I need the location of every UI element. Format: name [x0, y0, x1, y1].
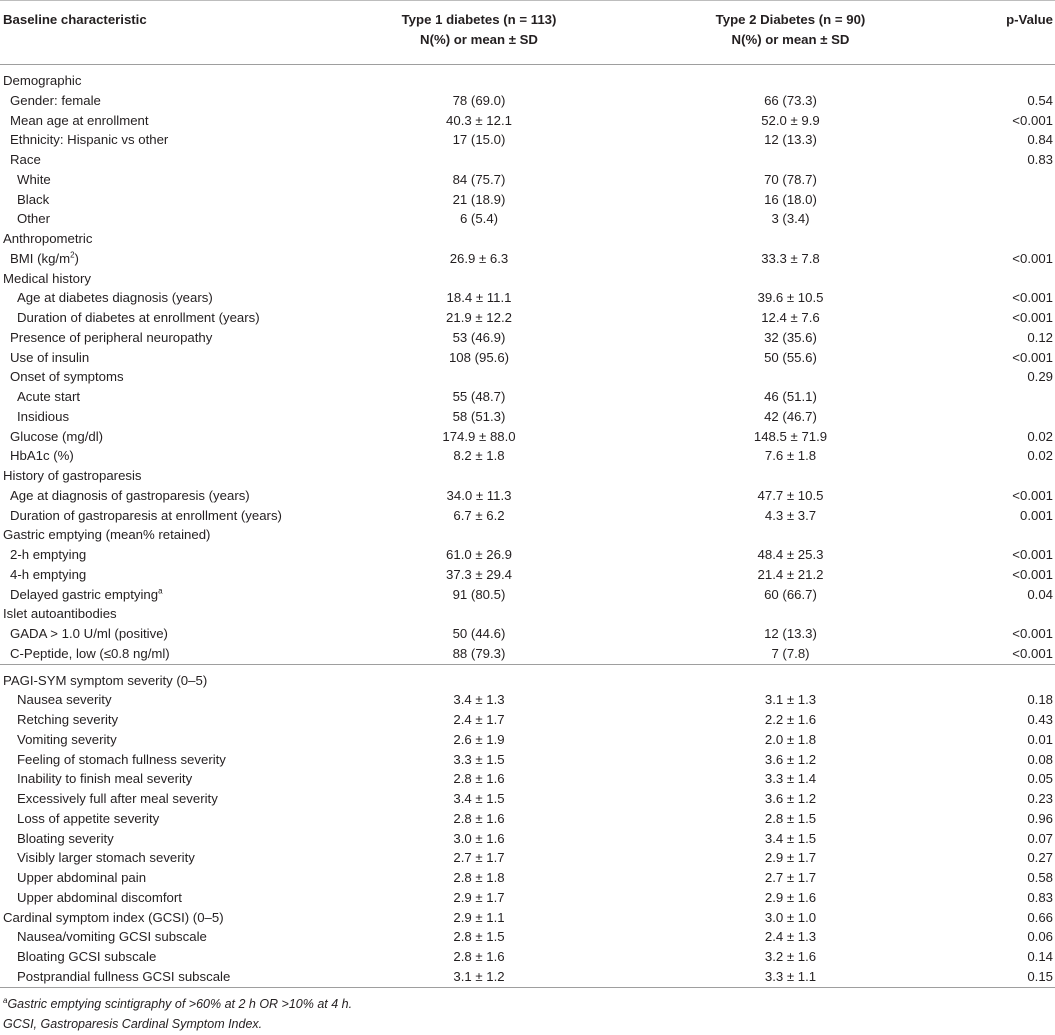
- p-value: [953, 671, 1055, 691]
- row-label: [0, 427, 330, 447]
- table-row: [0, 91, 1055, 111]
- table-row: [0, 769, 1055, 789]
- table-body: [0, 65, 1055, 988]
- p-value: <0.001: [1012, 487, 1053, 503]
- footnote-gcsi: GCSI, Gastroparesis Cardinal Symptom Index.: [3, 1016, 263, 1031]
- table-header-row: [0, 1, 1055, 65]
- type1-value: 2.8 ± 1.6: [453, 771, 505, 787]
- type2-value: 60 (66.7): [764, 586, 817, 602]
- table-row: [0, 170, 1055, 190]
- p-value: 0.43: [1027, 712, 1053, 727]
- type1-value: 108 (95.6): [448, 349, 510, 365]
- table-row: [0, 446, 1055, 466]
- row-label-text: Upper abdominal discomfort: [17, 889, 182, 905]
- footnote-a-marker: a: [3, 995, 8, 1005]
- row-label-text: C-Peptide, low (≤0.8 ng/ml): [10, 645, 170, 661]
- table-row: [0, 967, 1055, 987]
- type2-value: 3.4 ± 1.5: [764, 830, 817, 846]
- row-label: [0, 730, 330, 750]
- type2-value: 3.0 ± 1.0: [764, 909, 817, 925]
- row-label: [0, 190, 330, 210]
- table-row: [0, 150, 1055, 170]
- type1-value: 3.0 ± 1.6: [453, 830, 505, 846]
- table-row: [0, 209, 1055, 229]
- type1-value: 40.3 ± 12.1: [446, 112, 512, 128]
- row-label-text: Cardinal symptom index (GCSI) (0–5): [3, 909, 224, 925]
- row-label-text: Islet autoantibodies: [3, 606, 117, 622]
- type1-value: [330, 671, 628, 691]
- p-value: 0.66: [1027, 909, 1053, 925]
- table-row: [0, 789, 1055, 809]
- row-label: [0, 91, 330, 111]
- type2-value: 7.6 ± 1.8: [764, 448, 817, 464]
- row-label: [0, 545, 330, 565]
- table-row: [0, 269, 1055, 289]
- type1-value: 34.0 ± 11.3: [446, 487, 512, 503]
- row-label-text: Feeling of stomach fullness severity: [17, 751, 226, 767]
- type2-value: [628, 525, 953, 545]
- p-value: 0.01: [1027, 731, 1053, 747]
- row-label: [0, 288, 330, 308]
- type1-value: 53 (46.9): [452, 329, 506, 345]
- p-value: 0.05: [1027, 771, 1053, 787]
- p-value: <0.001: [1012, 310, 1053, 325]
- p-value: [953, 387, 1055, 407]
- type1-value: 21.9 ± 12.2: [446, 310, 512, 325]
- row-label-text: Nausea severity: [17, 692, 112, 708]
- row-label-text: Visibly larger stomach severity: [17, 850, 195, 866]
- row-label: [0, 908, 330, 928]
- type2-value: 3.6 ± 1.2: [764, 751, 817, 767]
- row-label-text: Retching severity: [17, 712, 119, 727]
- header-baseline-characteristic: Baseline characteristic: [0, 1, 330, 65]
- row-label: [0, 308, 330, 328]
- row-label-text: Medical history: [3, 270, 91, 286]
- p-value: 0.96: [1027, 810, 1053, 826]
- type2-value: [628, 466, 953, 486]
- table-row: [0, 908, 1055, 928]
- row-label: [0, 947, 330, 967]
- row-label: [0, 769, 330, 789]
- row-label-text: Onset of symptoms: [10, 369, 124, 385]
- type2-value: 2.9 ± 1.7: [764, 850, 817, 866]
- table-row: [0, 466, 1055, 486]
- row-label-text: Mean age at enrollment: [10, 112, 149, 128]
- p-value: 0.12: [1027, 329, 1053, 345]
- p-value: [953, 209, 1055, 229]
- row-label-text: Other: [17, 211, 50, 227]
- table-row: [0, 249, 1055, 269]
- row-label: [0, 130, 330, 150]
- type2-value: 2.4 ± 1.3: [764, 929, 817, 945]
- table-row: [0, 387, 1055, 407]
- type1-value: 2.8 ± 1.8: [453, 870, 505, 885]
- type1-value: 17 (15.0): [452, 132, 506, 148]
- table-row: [0, 229, 1055, 249]
- footnote-a-text: Gastric emptying scintigraphy of >60% at 2 h OR >10% at 4 h.: [7, 996, 353, 1011]
- p-value: 0.83: [1027, 889, 1053, 905]
- type1-value: [330, 229, 628, 249]
- type2-value: 7 (7.8): [628, 644, 953, 664]
- p-value: [953, 604, 1055, 624]
- type1-value: 61.0 ± 26.9: [446, 547, 512, 562]
- row-label-text: Loss of appetite severity: [17, 810, 160, 826]
- row-label-text: Bloating severity: [17, 830, 114, 846]
- table-row: [0, 407, 1055, 427]
- table-row: [0, 308, 1055, 328]
- row-label: [0, 690, 330, 710]
- table-row: [0, 809, 1055, 829]
- row-label-text: Upper abdominal pain: [17, 870, 147, 885]
- header-type1-line1: Type 1 diabetes (n = 113): [401, 12, 557, 27]
- row-label-text: Glucose (mg/dl): [10, 428, 104, 444]
- row-label-text: Duration of diabetes at enrollment (years): [17, 310, 260, 325]
- row-label-text: Postprandial fullness GCSI subscale: [17, 968, 231, 984]
- row-label: [0, 750, 330, 770]
- row-label: [0, 229, 330, 249]
- type2-value: 70 (78.7): [764, 171, 817, 187]
- row-label: [0, 249, 330, 269]
- row-label: [0, 446, 330, 466]
- type2-value: 3.6 ± 1.2: [764, 791, 817, 806]
- p-value: 0.83: [1027, 152, 1053, 167]
- type2-value: 12 (13.3): [764, 132, 817, 148]
- row-label-text: Insidious: [17, 408, 70, 424]
- type2-value: 2.7 ± 1.7: [764, 870, 817, 885]
- type2-value: [628, 367, 953, 387]
- p-value: 0.54: [1027, 92, 1053, 108]
- table-row: [0, 190, 1055, 210]
- row-label: [0, 809, 330, 829]
- row-label: [0, 644, 330, 664]
- type1-value: 2.9 ± 1.1: [453, 909, 505, 925]
- type2-value: 4.3 ± 3.7: [764, 507, 817, 523]
- p-value: 0.14: [1027, 949, 1053, 964]
- table-row: [0, 888, 1055, 908]
- type2-value: 3.1 ± 1.3: [764, 692, 817, 708]
- type2-value: [628, 269, 953, 289]
- type1-value: [330, 466, 628, 486]
- row-label: [0, 111, 330, 131]
- row-label-text: White: [17, 171, 51, 187]
- p-value: [953, 407, 1055, 427]
- type1-value: [330, 71, 628, 91]
- table-row: [0, 848, 1055, 868]
- table-row: [0, 868, 1055, 888]
- type1-value: 2.7 ± 1.7: [453, 850, 505, 866]
- p-value: 0.04: [1027, 586, 1053, 602]
- type1-value: 2.8 ± 1.5: [453, 929, 505, 945]
- row-label-text: Vomiting severity: [17, 731, 117, 747]
- type2-value: [628, 150, 953, 170]
- row-label: [0, 565, 330, 585]
- p-value: <0.001: [1012, 112, 1053, 128]
- p-value: [953, 170, 1055, 190]
- row-label: [0, 348, 330, 368]
- p-value: <0.001: [1012, 626, 1053, 641]
- type1-value: 18.4 ± 11.1: [446, 290, 512, 306]
- row-label-text: Race: [10, 152, 41, 167]
- type1-value: 55 (48.7): [452, 389, 506, 404]
- row-label-text: PAGI-SYM symptom severity (0–5): [3, 672, 208, 688]
- table-row: [0, 750, 1055, 770]
- p-value: 0.84: [1027, 132, 1053, 148]
- p-value: 0.15: [953, 967, 1055, 987]
- type2-value: 46 (51.1): [764, 389, 817, 404]
- header-type2-line2: N(%) or mean ± SD: [731, 32, 850, 47]
- table-row: [0, 71, 1055, 91]
- table-row: [0, 947, 1055, 967]
- p-value: <0.001: [1012, 566, 1053, 582]
- row-label-text: Duration of gastroparesis at enrollment (years): [10, 507, 282, 523]
- row-label-text: Gender: female: [10, 92, 101, 108]
- table-row: [0, 604, 1055, 624]
- type2-value: 50 (55.6): [764, 349, 817, 365]
- footnote-a: [3, 994, 1055, 1014]
- table-row: [0, 730, 1055, 750]
- header-type1: [330, 1, 628, 65]
- row-label: [0, 525, 330, 545]
- row-label-end: ): [74, 250, 79, 266]
- row-label: [0, 967, 330, 987]
- row-label: [0, 367, 330, 387]
- type1-value: 37.3 ± 29.4: [446, 566, 512, 582]
- p-value: [953, 190, 1055, 210]
- type1-value: [330, 150, 628, 170]
- p-value: 0.001: [1019, 507, 1053, 523]
- type2-value: 12 (13.3): [764, 626, 817, 641]
- row-label: [0, 848, 330, 868]
- row-label-text: Nausea/vomiting GCSI subscale: [17, 929, 207, 945]
- row-label: [0, 269, 330, 289]
- p-value: 0.58: [1027, 870, 1053, 885]
- row-label: [0, 604, 330, 624]
- type1-value: 58 (51.3): [452, 408, 506, 424]
- type1-value: 3.1 ± 1.2: [330, 967, 628, 987]
- table-row: [0, 829, 1055, 849]
- p-value: 0.18: [1027, 692, 1053, 708]
- type1-value: 174.9 ± 88.0: [442, 428, 516, 444]
- row-label: [0, 328, 330, 348]
- row-label-text: Inability to finish meal severity: [17, 771, 193, 787]
- type2-value: 3.3 ± 1.4: [764, 771, 817, 787]
- p-value: 0.02: [1027, 428, 1053, 444]
- type2-value: 52.0 ± 9.9: [761, 112, 820, 128]
- table-row: [0, 130, 1055, 150]
- table-row: [0, 565, 1055, 585]
- p-value: [953, 466, 1055, 486]
- table-row: [0, 525, 1055, 545]
- type1-value: 3.3 ± 1.5: [453, 751, 505, 767]
- p-value: <0.001: [953, 644, 1055, 664]
- table-row: [0, 585, 1055, 605]
- type2-value: 47.7 ± 10.5: [757, 487, 824, 503]
- p-value: [953, 525, 1055, 545]
- type1-value: 6 (5.4): [459, 211, 499, 227]
- row-label: [0, 624, 330, 644]
- type1-value: 84 (75.7): [452, 171, 506, 187]
- p-value: [953, 71, 1055, 91]
- table-row: [0, 644, 1055, 664]
- table-row: [0, 486, 1055, 506]
- type2-value: 39.6 ± 10.5: [757, 290, 824, 306]
- row-label-superscript: 2: [70, 250, 75, 260]
- type2-value: 148.5 ± 71.9: [753, 428, 828, 444]
- row-label: [0, 927, 330, 947]
- type2-value: 21.4 ± 21.2: [757, 566, 824, 582]
- type2-value: 3 (3.4): [771, 211, 810, 227]
- row-label-text: Gastric emptying (mean% retained): [3, 527, 211, 543]
- table-row: [0, 927, 1055, 947]
- row-label: [0, 407, 330, 427]
- row-label-text: 2-h emptying: [10, 547, 87, 562]
- row-label: [0, 486, 330, 506]
- table-row: [0, 671, 1055, 691]
- type1-value: 88 (79.3): [330, 644, 628, 664]
- type1-value: [330, 367, 628, 387]
- row-label: [0, 868, 330, 888]
- row-label-text: Excessively full after meal severity: [17, 791, 218, 806]
- p-value: 0.23: [1027, 791, 1053, 806]
- row-label: [0, 829, 330, 849]
- type1-value: [330, 525, 628, 545]
- row-label: [0, 506, 330, 526]
- table-row: [0, 506, 1055, 526]
- type2-value: [628, 229, 953, 249]
- p-value: <0.001: [1012, 290, 1053, 306]
- type1-value: 3.4 ± 1.3: [453, 692, 505, 708]
- header-type2: [628, 1, 953, 65]
- row-label: [0, 170, 330, 190]
- type2-value: 2.9 ± 1.6: [764, 889, 817, 905]
- table-row: [0, 111, 1055, 131]
- row-label: [0, 789, 330, 809]
- table-row: [0, 367, 1055, 387]
- row-label: [0, 150, 330, 170]
- type1-value: 26.9 ± 6.3: [449, 250, 509, 266]
- type2-value: 2.2 ± 1.6: [764, 712, 817, 727]
- type1-value: 21 (18.9): [452, 191, 506, 207]
- row-label: [0, 209, 330, 229]
- type2-value: 32 (35.6): [764, 329, 817, 345]
- type2-value: [628, 71, 953, 91]
- footnotes: [0, 994, 1055, 1034]
- type1-value: 50 (44.6): [452, 626, 506, 641]
- p-value: 0.07: [1027, 830, 1053, 846]
- row-label-text: GADA > 1.0 U/ml (positive): [10, 626, 168, 641]
- type2-value: 42 (46.7): [764, 408, 817, 424]
- row-label-text: 4-h emptying: [10, 566, 87, 582]
- row-label: [0, 888, 330, 908]
- type2-value: 16 (18.0): [764, 191, 817, 207]
- type2-value: 48.4 ± 25.3: [757, 547, 824, 562]
- table-row: [0, 624, 1055, 644]
- row-label-text: Ethnicity: Hispanic vs other: [10, 132, 169, 148]
- type1-value: 2.8 ± 1.6: [453, 810, 505, 826]
- row-label: [0, 466, 330, 486]
- type1-value: [330, 269, 628, 289]
- p-value: 0.27: [1027, 850, 1053, 866]
- type1-value: [330, 604, 628, 624]
- table-row: [0, 690, 1055, 710]
- p-value: 0.29: [1027, 369, 1053, 385]
- p-value: 0.08: [1027, 751, 1053, 767]
- type1-value: 2.8 ± 1.6: [453, 949, 505, 964]
- row-label-text: HbA1c (%): [10, 448, 74, 464]
- p-value: 0.06: [1027, 929, 1053, 945]
- type2-value: 66 (73.3): [764, 92, 817, 108]
- type1-value: 78 (69.0): [452, 92, 506, 108]
- type1-value: 3.4 ± 1.5: [453, 791, 505, 806]
- row-label-text: Acute start: [17, 389, 81, 404]
- type1-value: 2.9 ± 1.7: [453, 889, 505, 905]
- type2-value: 2.8 ± 1.5: [764, 810, 817, 826]
- type1-value: 8.2 ± 1.8: [453, 448, 505, 464]
- header-type2-line1: Type 2 Diabetes (n = 90): [715, 12, 866, 27]
- row-label-text: Anthropometric: [3, 231, 93, 246]
- row-label: [0, 671, 330, 691]
- type2-value: 2.0 ± 1.8: [764, 731, 817, 747]
- p-value: 0.02: [1027, 448, 1053, 464]
- row-label-text: Age at diagnosis of gastroparesis (years): [10, 487, 250, 503]
- row-label-superscript: a: [158, 586, 163, 596]
- row-label: [0, 387, 330, 407]
- type2-value: 12.4 ± 7.6: [761, 310, 820, 325]
- type2-value: [628, 604, 953, 624]
- type2-value: 3.2 ± 1.6: [764, 949, 817, 964]
- p-value: <0.001: [1012, 547, 1053, 562]
- row-label: [0, 710, 330, 730]
- header-p-value: p-Value: [953, 1, 1055, 65]
- row-label-text: Age at diabetes diagnosis (years): [17, 290, 213, 306]
- row-label: [0, 71, 330, 91]
- header-type1-line2: N(%) or mean ± SD: [420, 32, 538, 47]
- type2-value: [628, 671, 953, 691]
- row-label: [0, 585, 330, 605]
- p-value: [953, 269, 1055, 289]
- type1-value: 6.7 ± 6.2: [453, 507, 505, 523]
- row-label-text: Bloating GCSI subscale: [17, 949, 157, 964]
- row-label-text: Presence of peripheral neuropathy: [10, 329, 213, 345]
- table-row: [0, 288, 1055, 308]
- table-row: [0, 545, 1055, 565]
- table-row: [0, 710, 1055, 730]
- table-row: [0, 427, 1055, 447]
- row-label-text: Delayed gastric emptying: [10, 586, 159, 602]
- row-label-text: History of gastroparesis: [3, 468, 142, 483]
- type2-value: 3.3 ± 1.1: [628, 967, 953, 987]
- table-row: [0, 348, 1055, 368]
- type1-value: 91 (80.5): [452, 586, 506, 602]
- table-row: [0, 328, 1055, 348]
- type2-value: 33.3 ± 7.8: [761, 250, 820, 266]
- row-label-text: Demographic: [3, 73, 82, 88]
- type1-value: 2.6 ± 1.9: [453, 731, 505, 747]
- row-label-text: Use of insulin: [10, 349, 90, 365]
- row-label-text: Black: [17, 191, 50, 207]
- type1-value: 2.4 ± 1.7: [453, 712, 505, 727]
- p-value: [953, 229, 1055, 249]
- p-value: <0.001: [1012, 250, 1053, 266]
- p-value: <0.001: [1012, 349, 1053, 365]
- row-label-text: BMI (kg/m: [10, 250, 71, 266]
